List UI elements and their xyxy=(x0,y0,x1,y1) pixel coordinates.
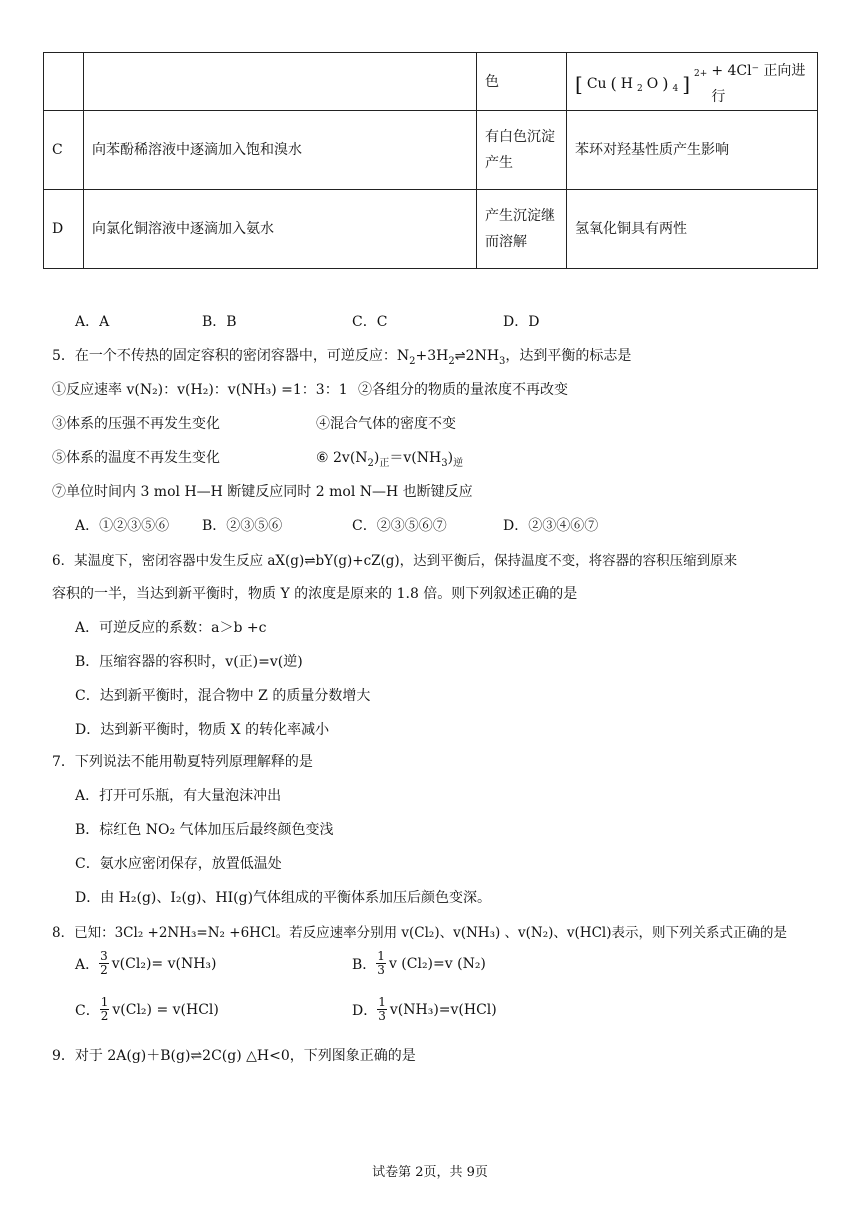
q5-statement-7: ⑦单位时间内 3 mol H—H 断键反应同时 2 mol N—H 也断键反应 xyxy=(52,484,473,500)
fraction: $\frac{1}{3}$ xyxy=(377,949,385,977)
q6-option-a[interactable]: A．可逆反应的系数：a＞b +c xyxy=(75,620,267,636)
q5-statement-6: ⑥ $2v(N_2)_正=v(NH_3)_逆$ xyxy=(316,450,464,469)
q8-stem: 8．已知：3Cl₂ +2NH₃=N₂ +6HCl。若反应速率分别用 v(Cl₂)、v(NH₃) 、v(N₂)、v(HCl)表示，则下列关系式正确的是 xyxy=(52,925,787,941)
q5-statement-3: ③体系的压强不再发生变化 xyxy=(52,416,220,432)
q7-option-d[interactable]: D．由 H₂(g)、I₂(g)、HI(g)气体组成的平衡体系加压后颜色变深。 xyxy=(75,890,492,906)
q5-stem: 5．在一个不传热的固定容积的密闭容器中，可逆反应：$N_2+3H_2\rightleftharpoons 2NH_3$，达到平衡的标志是 xyxy=(52,348,632,367)
q5-statement-4: ④混合气体的密度不变 xyxy=(316,416,456,432)
q5-statement-1: ①反应速率 v(N₂)：v(H₂)：v(NH₃) =1：3：1 xyxy=(52,382,348,398)
q7-option-c[interactable]: C．氨水应密闭保存，放置低温处 xyxy=(75,856,282,872)
table-cell: C xyxy=(44,111,84,190)
q7-option-a[interactable]: A．打开可乐瓶，有大量泡沫冲出 xyxy=(75,788,282,804)
page-footer: 试卷第 2页，共 9页 xyxy=(372,1165,488,1180)
q5-option-c[interactable]: C．②③⑤⑥⑦ xyxy=(352,518,447,534)
equilibrium-arrow-icon: ⇌ xyxy=(454,349,466,364)
table-cell: 色 xyxy=(477,53,567,111)
q8-option-a[interactable]: A． $\frac{3}{2}$ v(Cl₂)= v(NH₃) xyxy=(75,949,217,977)
table-cell: 产生沉淀继而溶解 xyxy=(477,190,567,269)
table-row xyxy=(44,190,818,269)
q5-option-a[interactable]: A．①②③⑤⑥ xyxy=(75,518,170,534)
q5-option-b[interactable]: B．②③⑤⑥ xyxy=(202,518,283,534)
table-cell: 向苯酚稀溶液中逐滴加入饱和溴水 xyxy=(84,111,477,190)
fraction: $\frac{3}{2}$ xyxy=(100,949,108,977)
table-cell: D xyxy=(44,190,84,269)
q6-option-c[interactable]: C．达到新平衡时，混合物中 Z 的质量分数增大 xyxy=(75,688,371,704)
table-row xyxy=(44,53,818,111)
q9-stem: 9．对于 2A(g)＋B(g)⇌2C(g) △H<0，下列图象正确的是 xyxy=(52,1048,416,1064)
q6-stem-line1: 6．某温度下，密闭容器中发生反应 aX(g)⇌bY(g)+cZ(g)，达到平衡后，保持温度不变，将容器的容积压缩到原来 xyxy=(52,553,738,569)
q5-option-d[interactable]: D．②③④⑥⑦ xyxy=(503,518,599,534)
q6-stem-line2: 容积的一半，当达到新平衡时，物质 Y 的浓度是原来的 1.8 倍。则下列叙述正确的是 xyxy=(52,586,578,602)
q7-stem: 7．下列说法不能用勒夏特列原理解释的是 xyxy=(52,754,313,770)
q4-option-d[interactable]: D．D xyxy=(503,314,540,330)
q8-option-c[interactable]: C． $\frac{1}{2}$ v(Cl₂) = v(HCl) xyxy=(75,995,219,1023)
table-cell: 向氯化铜溶液中逐滴加入氨水 xyxy=(84,190,477,269)
table-cell: 有白色沉淀产生 xyxy=(477,111,567,190)
table-cell: 氢氧化铜具有两性 xyxy=(567,190,818,269)
experiment-table xyxy=(43,52,818,269)
q8-option-b[interactable]: B． $\frac{1}{3}$ v (Cl₂)=v (N₂) xyxy=(352,949,486,977)
q5-statement-5: ⑤体系的温度不再发生变化 xyxy=(52,450,220,466)
fraction: $\frac{1}{2}$ xyxy=(100,995,109,1023)
q4-option-a[interactable]: A．A xyxy=(75,314,110,330)
table-cell xyxy=(84,53,477,111)
table-cell xyxy=(44,53,84,111)
q6-option-d[interactable]: D．达到新平衡时，物质 X 的转化率减小 xyxy=(75,722,330,738)
q5-statement-2: ②各组分的物质的量浓度不再改变 xyxy=(358,382,568,398)
table-cell: 苯环对羟基性质产生影响 xyxy=(567,111,818,190)
table-row xyxy=(44,111,818,190)
fraction: $\frac{1}{3}$ xyxy=(378,995,386,1023)
q4-option-c[interactable]: C．C xyxy=(352,314,388,330)
q4-option-b[interactable]: B．B xyxy=(202,314,237,330)
q7-option-b[interactable]: B．棕红色 NO₂ 气体加压后最终颜色变浅 xyxy=(75,822,334,838)
table-cell-complex-ion: [ Cu ( H 2 O ) 4 ] 2+ + 4Cl⁻ 正向进行 xyxy=(567,53,818,111)
q8-option-d[interactable]: D． $\frac{1}{3}$ v(NH₃)=v(HCl) xyxy=(352,995,497,1023)
q6-option-b[interactable]: B．压缩容器的容积时，v(正)=v(逆) xyxy=(75,654,303,670)
